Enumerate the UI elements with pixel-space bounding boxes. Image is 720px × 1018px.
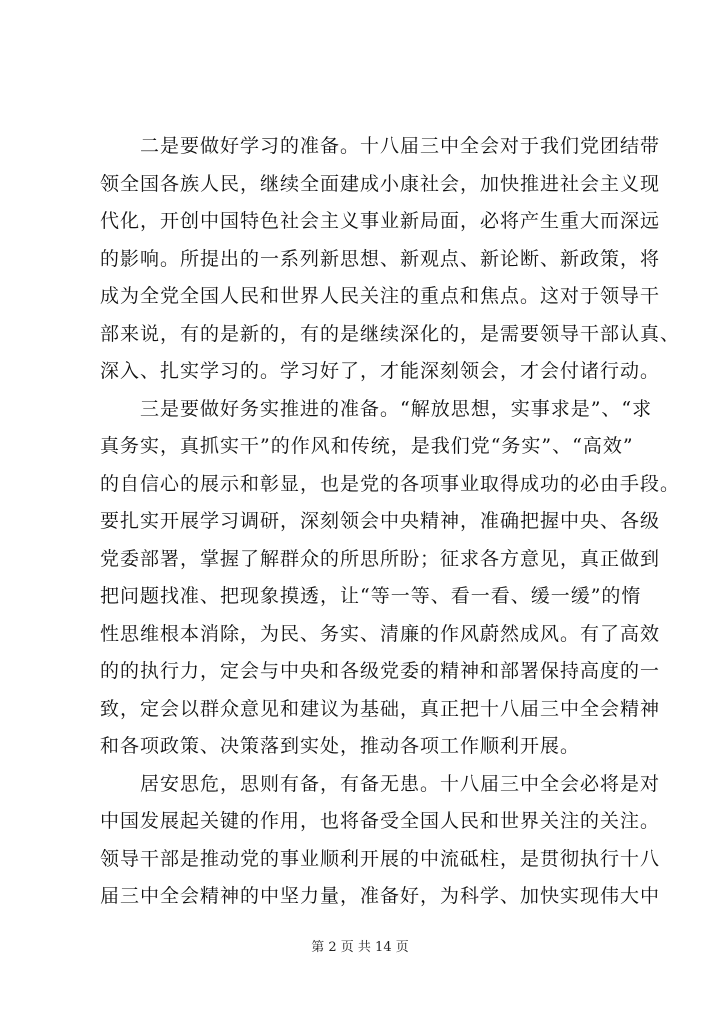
text-line: 把问题找准、把现象摸透，让“等一等、看一看、缓一缓”的惰 (100, 585, 642, 607)
text-line: 领全国各族人民，继续全面建成小康社会，加快推进社会主义现 (100, 172, 661, 195)
text-line: 届三中全会精神的中坚力量，准备好，为科学、加快实现伟大中 (100, 885, 661, 907)
text-line: 的自信心的展示和彰显，也是党的各项事业取得成功的必由手段。 (100, 472, 681, 495)
text-line: 中国发展起关键的作用，也将备受全国人民和世界关注的关注。 (100, 810, 661, 832)
text-line: 二是要做好学习的准备。十八届三中全会对于我们党团结带 (140, 135, 661, 157)
text-line: 居安思危，思则有备，有备无患。十八届三中全会必将是对 (140, 772, 661, 795)
text-line: 成为全党全国人民和世界人民关注的重点和焦点。这对于领导干 (100, 285, 661, 307)
text-line: 三是要做好务实推进的准备。“解放思想，实事求是”、“求 (140, 397, 653, 420)
text-line: 真务实，真抓实干”的作风和传统，是我们党“务实”、“高效” (100, 435, 634, 457)
text-line: 深入、扎实学习的。学习好了，才能深刻领会，才会付诸行动。 (100, 360, 661, 382)
paragraph-study-preparation (100, 128, 681, 391)
text-line: 党委部署，掌握了解群众的所思所盼；征求各方意见，真正做到 (100, 547, 661, 570)
paragraph-pragmatic-preparation (100, 391, 681, 766)
text-line: 领导干部是推动党的事业顺利开展的中流砥柱，是贯彻执行十八 (100, 847, 661, 870)
text-line: 性思维根本消除，为民、务实、清廉的作风蔚然成风。有了高效 (100, 622, 661, 645)
text-line: 和各项政策、决策落到实处，推动各项工作顺利开展。 (100, 735, 581, 757)
text-line: 要扎实开展学习调研，深刻领会中央精神，准确把握中央、各级 (100, 510, 661, 532)
paragraph-conclusion (100, 766, 661, 916)
text-line: 致，定会以群众意见和建议为基础，真正把十八届三中全会精神 (100, 697, 661, 720)
text-line: 的的执行力，定会与中央和各级党委的精神和部署保持高度的一 (100, 660, 661, 682)
document-body (100, 128, 681, 916)
text-line: 部来说，有的是新的，有的是继续深化的，是需要领导干部认真、 (100, 322, 681, 345)
page-number-footer: 第 2 页 共 14 页 (311, 940, 409, 955)
text-line: 的影响。所提出的一系列新思想、新观点、新论断、新政策，将 (100, 247, 661, 270)
text-line: 代化，开创中国特色社会主义事业新局面，必将产生重大而深远 (100, 210, 661, 232)
